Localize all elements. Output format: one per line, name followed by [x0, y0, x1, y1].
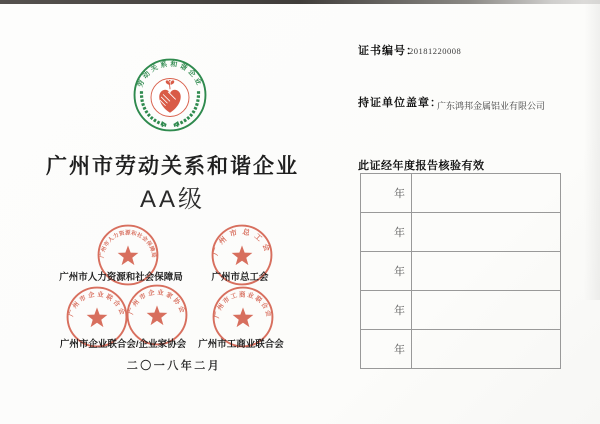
holder-seal-label: 持证单位盖章： [358, 97, 442, 109]
svg-text:广州市企业家协会: 广州市企业家协会 [127, 289, 187, 316]
star-icon [232, 245, 253, 265]
blank-cell [412, 252, 560, 290]
year-cell: 年 [361, 291, 412, 329]
blank-cell [412, 213, 560, 251]
scan-edge-artifact [0, 0, 600, 4]
year-cell: 年 [361, 252, 412, 290]
star-icon [118, 245, 139, 265]
annual-validity-note: 此证经年度报告核验有效 [358, 160, 485, 172]
year-cell: 年 [361, 330, 412, 368]
svg-text:广州市企业联合会: 广州市企业联合会 [67, 291, 127, 318]
table-row [361, 330, 560, 368]
certificate-title: 广州市劳动关系和谐企业 [46, 155, 299, 178]
logo-arc-text: 劳动关系和谐企业 [136, 60, 204, 89]
sprout-bud-icon [169, 80, 171, 82]
star-icon [87, 307, 108, 327]
sprout-stem-icon [169, 82, 170, 89]
certificate-grade: AA级 [139, 186, 205, 213]
holder-company-name: 广东鸿邦金属铝业有限公司 [437, 101, 546, 111]
scan-shadow [584, 0, 600, 300]
cert-number-label: 证书编号： [358, 45, 418, 57]
svg-text:广州市总工会: 广州市总工会 [210, 226, 274, 257]
svg-text:广州市人力资源和社会保障局: 广州市人力资源和社会保障局 [99, 230, 157, 259]
seal-label-hr-bureau: 广州市人力资源和社会保障局 [59, 272, 183, 283]
year-cell: 年 [361, 174, 412, 212]
blank-cell [412, 330, 560, 368]
table-row [361, 291, 560, 330]
year-cell: 年 [361, 213, 412, 251]
seal-label-trade-union: 广州市总工会 [211, 272, 269, 283]
blank-cell [412, 174, 560, 212]
svg-text:广州市工商业联合会: 广州市工商业联合会 [213, 291, 273, 320]
harmonious-enterprise-logo [132, 57, 208, 133]
seal-label-industry-commerce: 广州市工商业联合会 [198, 339, 284, 350]
blank-cell [412, 291, 560, 329]
table-row [361, 213, 560, 252]
table-row [361, 252, 560, 291]
cert-number-value: 20181220008 [409, 46, 462, 56]
annual-check-table [360, 173, 561, 369]
chevron-icons [162, 122, 178, 127]
seal-label-enterprise-federation: 广州市企业联合会/企业家协会 [59, 339, 187, 350]
star-icon [147, 305, 168, 325]
star-icon [233, 307, 254, 327]
table-row [361, 174, 560, 213]
issue-date: 二〇一八年二月 [126, 360, 222, 372]
